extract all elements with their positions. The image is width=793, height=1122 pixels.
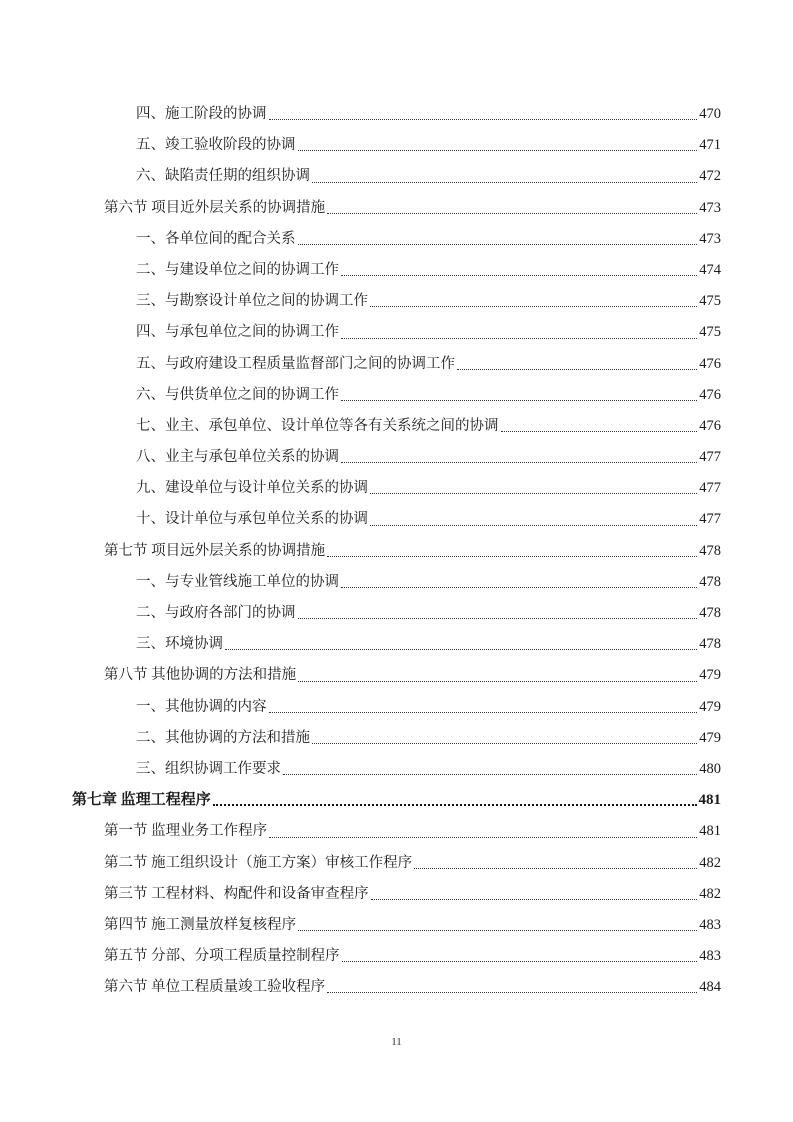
- toc-section-entry[interactable]: [0, 941, 793, 972]
- toc-entry[interactable]: [0, 723, 793, 754]
- dot-leader: [341, 399, 697, 401]
- toc-entry-title: 四、与承包单位之间的协调工作: [136, 324, 339, 341]
- toc-entry-title: 三、组织协调工作要求: [136, 760, 281, 777]
- toc-entry-page: 480: [699, 760, 721, 777]
- dot-leader: [298, 680, 697, 682]
- toc-entry-title: 十、设计单位与承包单位关系的协调: [136, 511, 368, 528]
- toc-entry-page: 479: [699, 729, 721, 746]
- toc-section-entry[interactable]: [0, 193, 793, 224]
- toc-entry-page: 483: [699, 948, 721, 965]
- toc-entry[interactable]: [0, 473, 793, 504]
- toc-entry-page: 482: [699, 885, 721, 902]
- toc-entry-title: 一、各单位间的配合关系: [136, 230, 296, 247]
- toc-entry-page: 484: [699, 979, 721, 996]
- toc-section-entry[interactable]: [0, 848, 793, 879]
- dot-leader: [327, 212, 697, 214]
- toc-entry-page: 474: [699, 261, 721, 278]
- toc-entry[interactable]: [0, 442, 793, 473]
- toc-entry-page: 483: [699, 916, 721, 933]
- toc-entry[interactable]: [0, 411, 793, 442]
- toc-entry-title: 一、与专业管线施工单位的协调: [136, 573, 339, 590]
- toc-entry-title: 二、与政府各部门的协调: [136, 605, 296, 621]
- toc-entry-title: 二、其他协调的方法和措施: [136, 729, 310, 746]
- toc-entry-page: 475: [699, 324, 721, 341]
- toc-entry[interactable]: [0, 224, 793, 255]
- dot-leader: [312, 742, 697, 744]
- toc-entry-title: 第七节 项目远外层关系的协调措施: [104, 542, 326, 559]
- dot-leader: [327, 555, 697, 557]
- toc-entry-title: 第一节 监理业务工作程序: [104, 823, 268, 840]
- toc-entry-page: 481: [699, 823, 721, 840]
- dot-leader: [370, 492, 697, 494]
- toc-entry[interactable]: [0, 598, 793, 629]
- toc-section-entry[interactable]: [0, 816, 793, 847]
- toc-entry-title: 九、建设单位与设计单位关系的协调: [136, 480, 368, 497]
- toc-entry-page: 478: [699, 636, 721, 653]
- dot-leader: [298, 617, 698, 619]
- toc-entry-page: 476: [699, 417, 721, 434]
- toc-chapter-entry[interactable]: [0, 785, 793, 816]
- toc-section-entry[interactable]: [0, 660, 793, 691]
- toc-entry[interactable]: [0, 629, 793, 660]
- toc-entry[interactable]: [0, 255, 793, 286]
- dot-leader: [341, 274, 697, 276]
- toc-entry-page: 477: [699, 480, 721, 497]
- toc-entry-title: 第四节 施工测量放样复核程序: [104, 916, 297, 933]
- toc-section-entry[interactable]: [0, 879, 793, 910]
- toc-entry-page: 481: [698, 792, 721, 809]
- toc-entry-page: 473: [699, 230, 721, 247]
- toc-entry-title: 第七章 监理工程程序: [72, 792, 211, 809]
- dot-leader: [341, 337, 697, 339]
- toc-entry[interactable]: [0, 161, 793, 192]
- toc-entry-title: 四、施工阶段的协调: [136, 106, 267, 122]
- toc-entry-title: 五、与政府建设工程质量监督部门之间的协调工作: [136, 355, 455, 372]
- toc-entry-page: 470: [699, 106, 721, 122]
- dot-leader: [370, 524, 697, 526]
- dot-leader: [269, 711, 698, 713]
- dot-leader: [327, 991, 697, 993]
- toc-entry[interactable]: [0, 380, 793, 411]
- toc-entry[interactable]: [0, 130, 793, 161]
- toc-entry-page: 478: [699, 573, 721, 590]
- toc-entry-page: 472: [699, 168, 721, 185]
- toc-entry-title: 五、竣工验收阶段的协调: [136, 137, 296, 154]
- toc-entry-title: 六、与供货单位之间的协调工作: [136, 386, 339, 403]
- page-number: 11: [391, 1036, 402, 1048]
- toc-entry-page: 473: [699, 199, 721, 216]
- toc-entry[interactable]: [0, 504, 793, 535]
- dot-leader: [225, 648, 697, 650]
- toc-entry[interactable]: [0, 99, 793, 130]
- toc-entry[interactable]: [0, 317, 793, 348]
- dot-leader: [269, 836, 697, 838]
- toc-entry[interactable]: [0, 349, 793, 380]
- toc-entry-title: 第五节 分部、分项工程质量控制程序: [104, 948, 340, 965]
- dot-leader: [457, 368, 697, 370]
- table-of-contents: [0, 99, 793, 1003]
- toc-entry-page: 475: [699, 293, 721, 310]
- toc-entry-title: 第六节 单位工程质量竣工验收程序: [104, 979, 326, 996]
- dot-leader: [341, 586, 697, 588]
- dot-leader: [298, 929, 697, 931]
- toc-section-entry[interactable]: [0, 972, 793, 1003]
- toc-entry-title: 一、其他协调的内容: [136, 698, 267, 715]
- toc-entry-page: 478: [699, 542, 721, 559]
- toc-entry-page: 479: [699, 698, 721, 715]
- dot-leader: [298, 243, 698, 245]
- dot-leader: [283, 773, 697, 775]
- dot-leader: [342, 960, 698, 962]
- toc-entry-page: 478: [699, 605, 721, 621]
- dot-leader: [341, 461, 697, 463]
- toc-entry-title: 三、与勘察设计单位之间的协调工作: [136, 293, 368, 310]
- toc-entry[interactable]: [0, 754, 793, 785]
- toc-entry-page: 477: [699, 449, 721, 466]
- toc-section-entry[interactable]: [0, 536, 793, 567]
- toc-entry-page: 476: [699, 355, 721, 372]
- toc-entry-page: 477: [699, 511, 721, 528]
- toc-entry[interactable]: [0, 286, 793, 317]
- toc-entry-page: 479: [699, 667, 721, 684]
- toc-entry-title: 三、环境协调: [136, 636, 223, 653]
- toc-entry-title: 二、与建设单位之间的协调工作: [136, 261, 339, 278]
- toc-entry-title: 八、业主与承包单位关系的协调: [136, 449, 339, 466]
- dot-leader: [414, 867, 697, 869]
- dot-leader: [501, 430, 698, 432]
- toc-entry-title: 第六节 项目近外层关系的协调措施: [104, 199, 326, 216]
- toc-entry-page: 471: [699, 137, 721, 154]
- dot-leader: [312, 181, 697, 183]
- toc-entry-title: 六、缺陷责任期的组织协调: [136, 168, 310, 185]
- toc-entry-page: 476: [699, 386, 721, 403]
- toc-entry[interactable]: [0, 567, 793, 598]
- toc-section-entry[interactable]: [0, 910, 793, 941]
- toc-entry-page: 482: [699, 854, 721, 871]
- dot-leader: [213, 803, 697, 806]
- toc-entry-title: 七、业主、承包单位、设计单位等各有关系统之间的协调: [136, 417, 499, 434]
- dot-leader: [371, 898, 698, 900]
- dot-leader: [370, 305, 697, 307]
- toc-entry-title: 第八节 其他协调的方法和措施: [104, 667, 297, 684]
- toc-entry[interactable]: [0, 692, 793, 723]
- toc-entry-title: 第二节 施工组织设计（施工方案）审核工作程序: [104, 854, 413, 871]
- dot-leader: [298, 149, 698, 151]
- dot-leader: [269, 118, 698, 120]
- toc-entry-title: 第三节 工程材料、构配件和设备审查程序: [104, 885, 369, 902]
